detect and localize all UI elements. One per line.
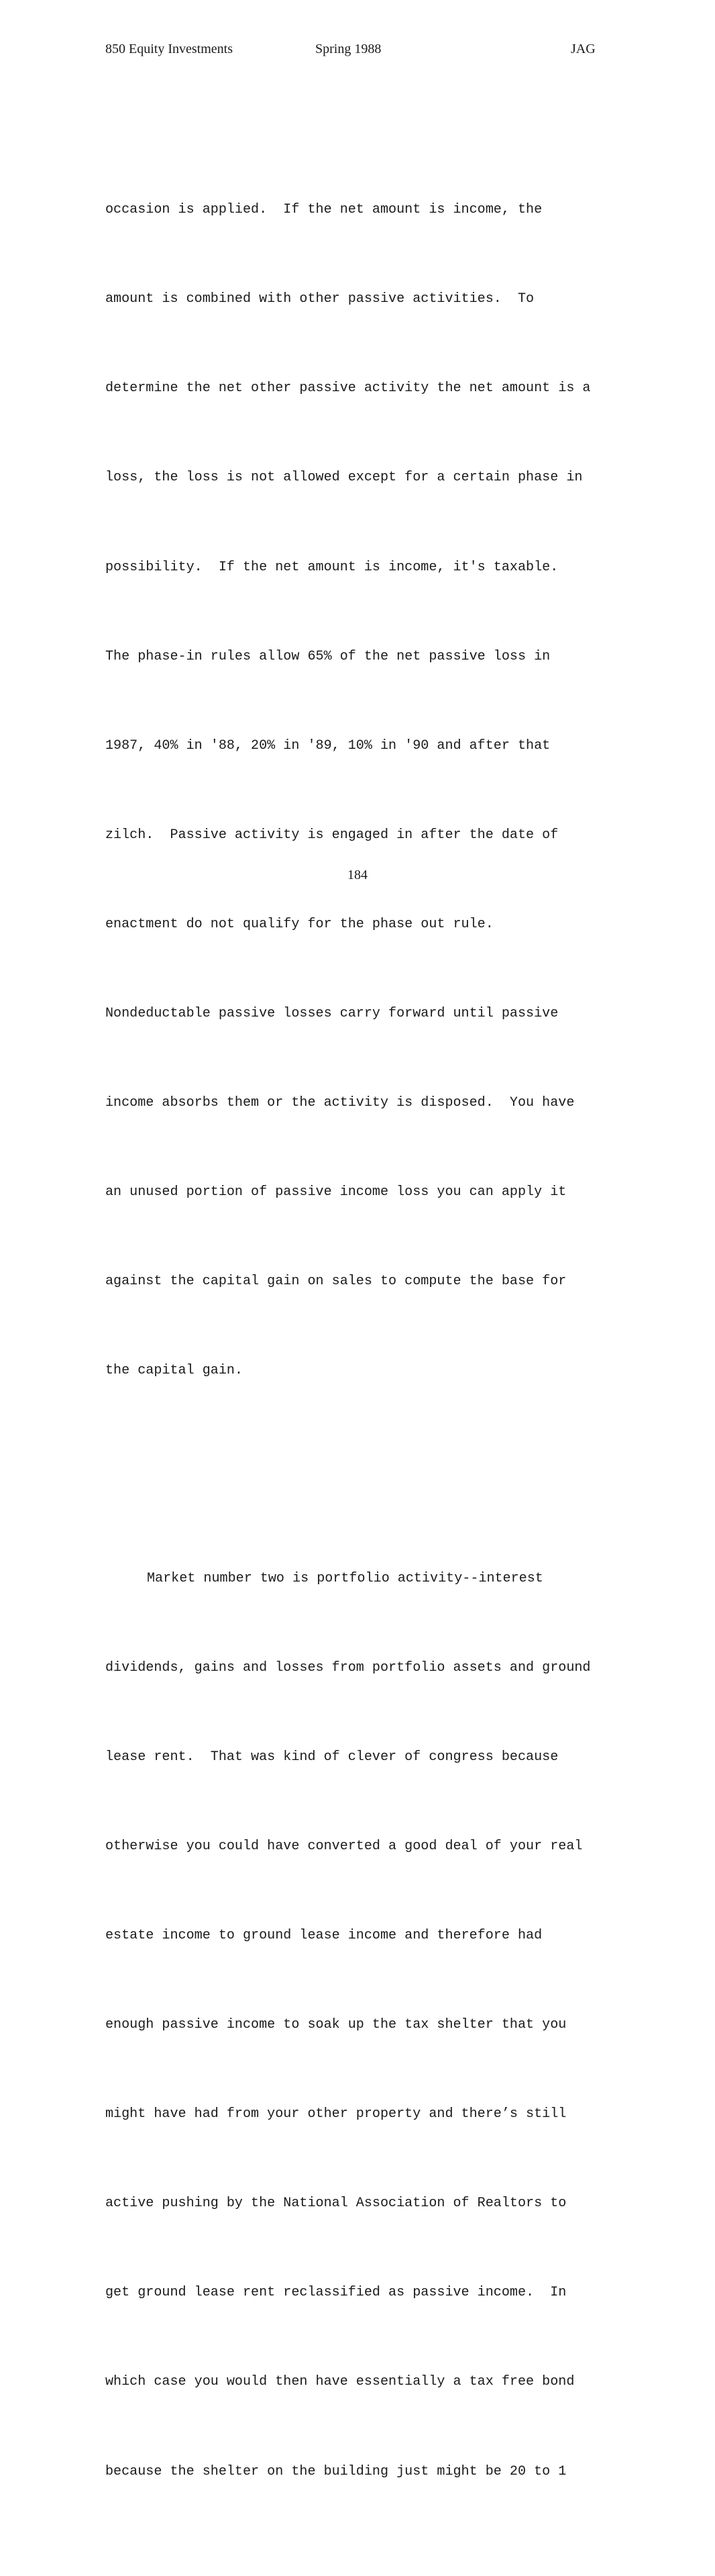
text-line: otherwise you could have converted a good deal of your real	[105, 1839, 583, 1855]
text-line: 1987, 40% in '88, 20% in '89, 10% in '90 and after that	[105, 737, 551, 754]
page-header	[0, 42, 715, 60]
text-line: occasion is applied. If the net amount is income, the	[105, 202, 543, 218]
text-line: enough passive income to soak up the tax shelter that you	[105, 2017, 567, 2033]
text-line: lease rent. That was kind of clever of congress because	[105, 1749, 559, 1765]
header-term: Spring 1988	[315, 42, 382, 56]
paragraph-1	[105, 136, 622, 1445]
text-line: possibility. If the net amount is income, it's taxable.	[105, 559, 559, 575]
text-line: loss, the loss is not allowed except for a certain phase in	[105, 470, 583, 486]
header-course: 850 Equity Investments	[105, 42, 233, 56]
text-line: enactment do not qualify for the phase out rule.	[105, 916, 494, 932]
document-body	[105, 76, 622, 2576]
header-initials: JAG	[571, 42, 596, 56]
text-line: zilch. Passive activity is engaged in after the date of	[105, 827, 559, 843]
page-number: 184	[347, 868, 368, 882]
text-line: because the shelter on the building just might be 20 to 1	[105, 2463, 567, 2479]
text-line: dividends, gains and losses from portfolio assets and ground	[105, 1660, 591, 1676]
text-line: income absorbs them or the activity is disposed. You have	[105, 1094, 575, 1111]
paragraph-2	[105, 1505, 622, 2546]
text-line: might have had from your other property and there’s still	[105, 2106, 567, 2122]
text-line: Market number two is portfolio activity--interest	[147, 1571, 543, 1587]
text-line: which case you would then have essentially a tax free bond	[105, 2374, 575, 2390]
text-line: active pushing by the National Association of Realtors to	[105, 2196, 567, 2212]
text-line: amount is combined with other passive activities. To	[105, 291, 535, 307]
text-line: against the capital gain on sales to compute the base for	[105, 1273, 567, 1289]
text-line: The phase-in rules allow 65% of the net passive loss in	[105, 648, 551, 664]
text-line: Nondeductable passive losses carry forward until passive	[105, 1005, 559, 1021]
text-line: estate income to ground lease income and therefore had	[105, 1928, 543, 1944]
text-line: an unused portion of passive income loss you can apply it	[105, 1184, 567, 1200]
text-line: get ground lease rent reclassified as passive income. In	[105, 2285, 567, 2301]
text-line: determine the net other passive activity the net amount is a	[105, 380, 591, 397]
text-line: the capital gain.	[105, 1362, 243, 1378]
